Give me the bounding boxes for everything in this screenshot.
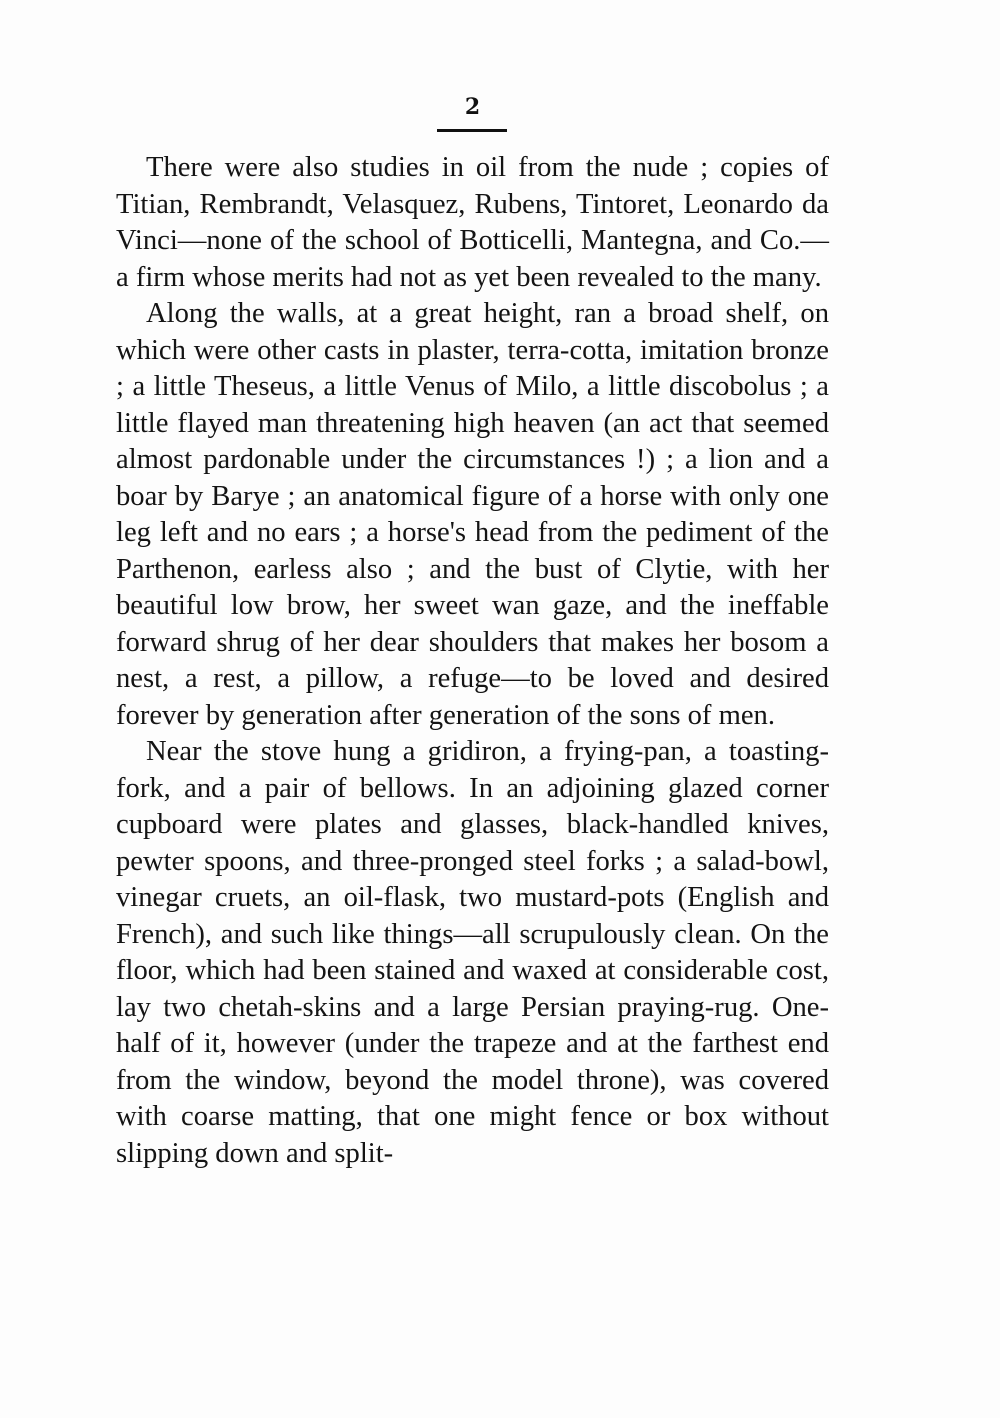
paragraph-2: Along the walls, at a great height, ran a broad shelf, on which were other casts in plaster, terra-cotta, imitation bronze ; a little Theseus, a little Venus of Milo, a little discobolus ; a little flayed man threatening high heaven (an act that seemed almost pardonable under the circumstances !) ; a lion and a boar by Barye ; an anatomical figure of a horse with only one leg left and no ears ; a horse's head from the pediment of the Parthenon, earless also ; and the bust of Clytie, with her beautiful low brow, her sweet wan gaze, and the ineffable forward shrug of her dear shoulders that makes her bosom a nest, a rest, a pillow, a refuge—to be loved and desired forever by generation after generation of the sons of men. [116, 298, 829, 731]
page-number-rule [437, 129, 507, 132]
paragraph-1: There were also studies in oil from the nude ; copies of Titian, Rembrandt, Velasquez, Rubens, Tintoret, Leonardo da Vinci—none of the school of Botticelli, Mantegna, and Co.—a firm whose merits had not as yet been revealed to the many. [116, 152, 829, 293]
body-text [116, 150, 829, 1172]
page-number: 2 [464, 94, 481, 120]
paragraph-3: Near the stove hung a gridiron, a frying-pan, a toasting-fork, and a pair of bellows. In an adjoining glazed corner cupboard were plates and glasses, black-handled knives, pewter spoons, and three-pronged steel forks ; a salad-bowl, vinegar cruets, an oil-flask, two mustard-pots (English and French), and such like things—all scrupulously clean. On the floor, which had been stained and waxed at considerable cost, lay two chetah-skins and a large Persian praying-rug. One-half of it, however (under the trapeze and at the farthest end from the window, beyond the model throne), was covered with coarse matting, that one might fence or box without slipping down and split- [116, 736, 829, 1169]
